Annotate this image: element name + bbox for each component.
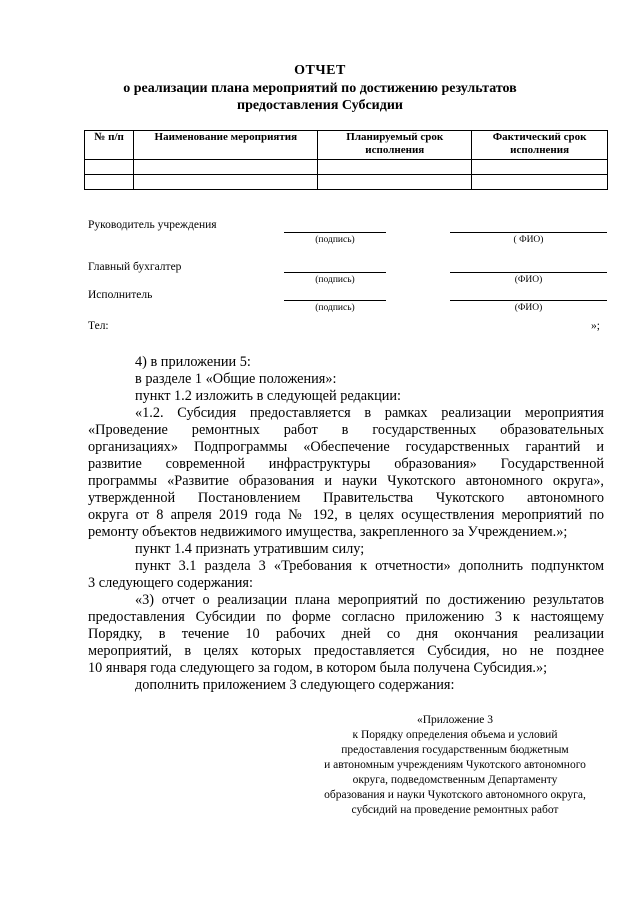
tel-closing-quote: »; <box>591 320 600 332</box>
text-line: мероприятий, в целях которых предоставляется Субсидия, но не позднее <box>88 643 604 659</box>
column-header-activity: Наименование мероприятия <box>134 131 318 160</box>
appendix-line: предоставления государственным бюджетным <box>341 744 569 756</box>
text-line: пункт 3.1 раздела 3 «Требования к отчетности» дополнить подпунктом <box>135 558 604 574</box>
text-line: «Проведение ремонтных работ в государственных образовательных <box>88 422 604 438</box>
report-title: ОТЧЕТ <box>294 63 346 78</box>
accountant-signature-label: Главный бухгалтер <box>88 261 182 273</box>
appendix-heading <box>290 713 620 818</box>
appendix-line: и автономным учреждениям Чукотского автономного <box>324 759 586 771</box>
text-line: развитие современной инфраструктуры образования» Государственной <box>88 456 604 472</box>
executor-fio-line <box>450 300 607 301</box>
executor-fio-caption: (ФИО) <box>514 303 543 313</box>
text-line: программы «Развитие образования и науки Чукотского автономного округа», <box>88 473 604 489</box>
amendment-text <box>88 354 604 704</box>
executor-sign-caption: (подпись) <box>315 303 355 313</box>
text-line: организациях» Подпрограммы «Обеспечение государственных гарантий и <box>88 439 604 455</box>
text-line: «3) отчет о реализации плана мероприятий по достижению результатов <box>135 592 604 608</box>
accountant-sign-caption: (подпись) <box>315 275 355 285</box>
text-line: ремонту объектов недвижимого имущества, закрепленного за Учреждением.»; <box>88 524 568 540</box>
accountant-fio-caption: (ФИО) <box>514 275 543 285</box>
appendix-line: «Приложение 3 <box>416 714 494 726</box>
text-line: 4) в приложении 5: <box>135 354 251 370</box>
head-fio-caption: ( ФИО) <box>513 235 544 245</box>
table-cell <box>318 175 472 190</box>
table-row <box>85 175 608 190</box>
head-signature-label: Руководитель учреждения <box>88 219 217 231</box>
appendix-line: округа, подведомственным Департаменту <box>352 774 558 786</box>
accountant-fio-line <box>450 272 607 273</box>
report-table <box>84 130 608 190</box>
text-line: в разделе 1 «Общие положения»: <box>135 371 337 387</box>
table-cell <box>318 160 472 175</box>
column-header-number: № п/п <box>85 131 134 160</box>
head-fio-line <box>450 232 607 233</box>
table-cell <box>134 160 318 175</box>
appendix-line: субсидий на проведение ремонтных работ <box>351 804 559 816</box>
text-line: «1.2. Субсидия предоставляется в рамках реализации мероприятия <box>135 405 604 421</box>
appendix-line: к Порядку определения объема и условий <box>352 729 558 741</box>
text-line: дополнить приложением 3 следующего содержания: <box>135 677 455 693</box>
table-cell <box>472 175 608 190</box>
report-subtitle-line-2: предоставления Субсидии <box>237 98 403 113</box>
tel-label: Тел: <box>88 320 109 332</box>
text-line: предоставления Субсидии по форме согласно приложению 3 к настоящему <box>88 609 604 625</box>
text-line: пункт 1.4 признать утратившим силу; <box>135 541 365 557</box>
table-cell <box>85 175 134 190</box>
head-sign-caption: (подпись) <box>315 235 355 245</box>
table-cell <box>85 160 134 175</box>
column-header-planned: Планируемый срок исполнения <box>318 131 472 160</box>
table-row <box>85 160 608 175</box>
executor-signature-line <box>284 300 386 301</box>
accountant-signature-line <box>284 272 386 273</box>
executor-signature-label: Исполнитель <box>88 289 153 301</box>
text-line: пункт 1.2 изложить в следующей редакции: <box>135 388 402 404</box>
head-signature-line <box>284 232 386 233</box>
text-line: утвержденной Постановлением Правительства Чукотского автономного <box>88 490 604 506</box>
appendix-line: образования и науки Чукотского автономного округа, <box>324 789 586 801</box>
text-line: 10 января года следующего за годом, в котором была получена Субсидия.»; <box>88 660 548 676</box>
table-cell <box>134 175 318 190</box>
text-line: округа от 8 апреля 2019 года № 192, в целях осуществления мероприятий по <box>88 507 604 523</box>
table-header-row <box>85 131 608 160</box>
column-header-actual: Фактический срок исполнения <box>472 131 608 160</box>
table-cell <box>472 160 608 175</box>
report-subtitle-line-1: о реализации плана мероприятий по достижению результатов <box>123 81 517 96</box>
text-line: 3 следующего содержания: <box>88 575 253 591</box>
text-line: Порядку, в течение 10 рабочих дней со дня окончания реализации <box>88 626 604 642</box>
